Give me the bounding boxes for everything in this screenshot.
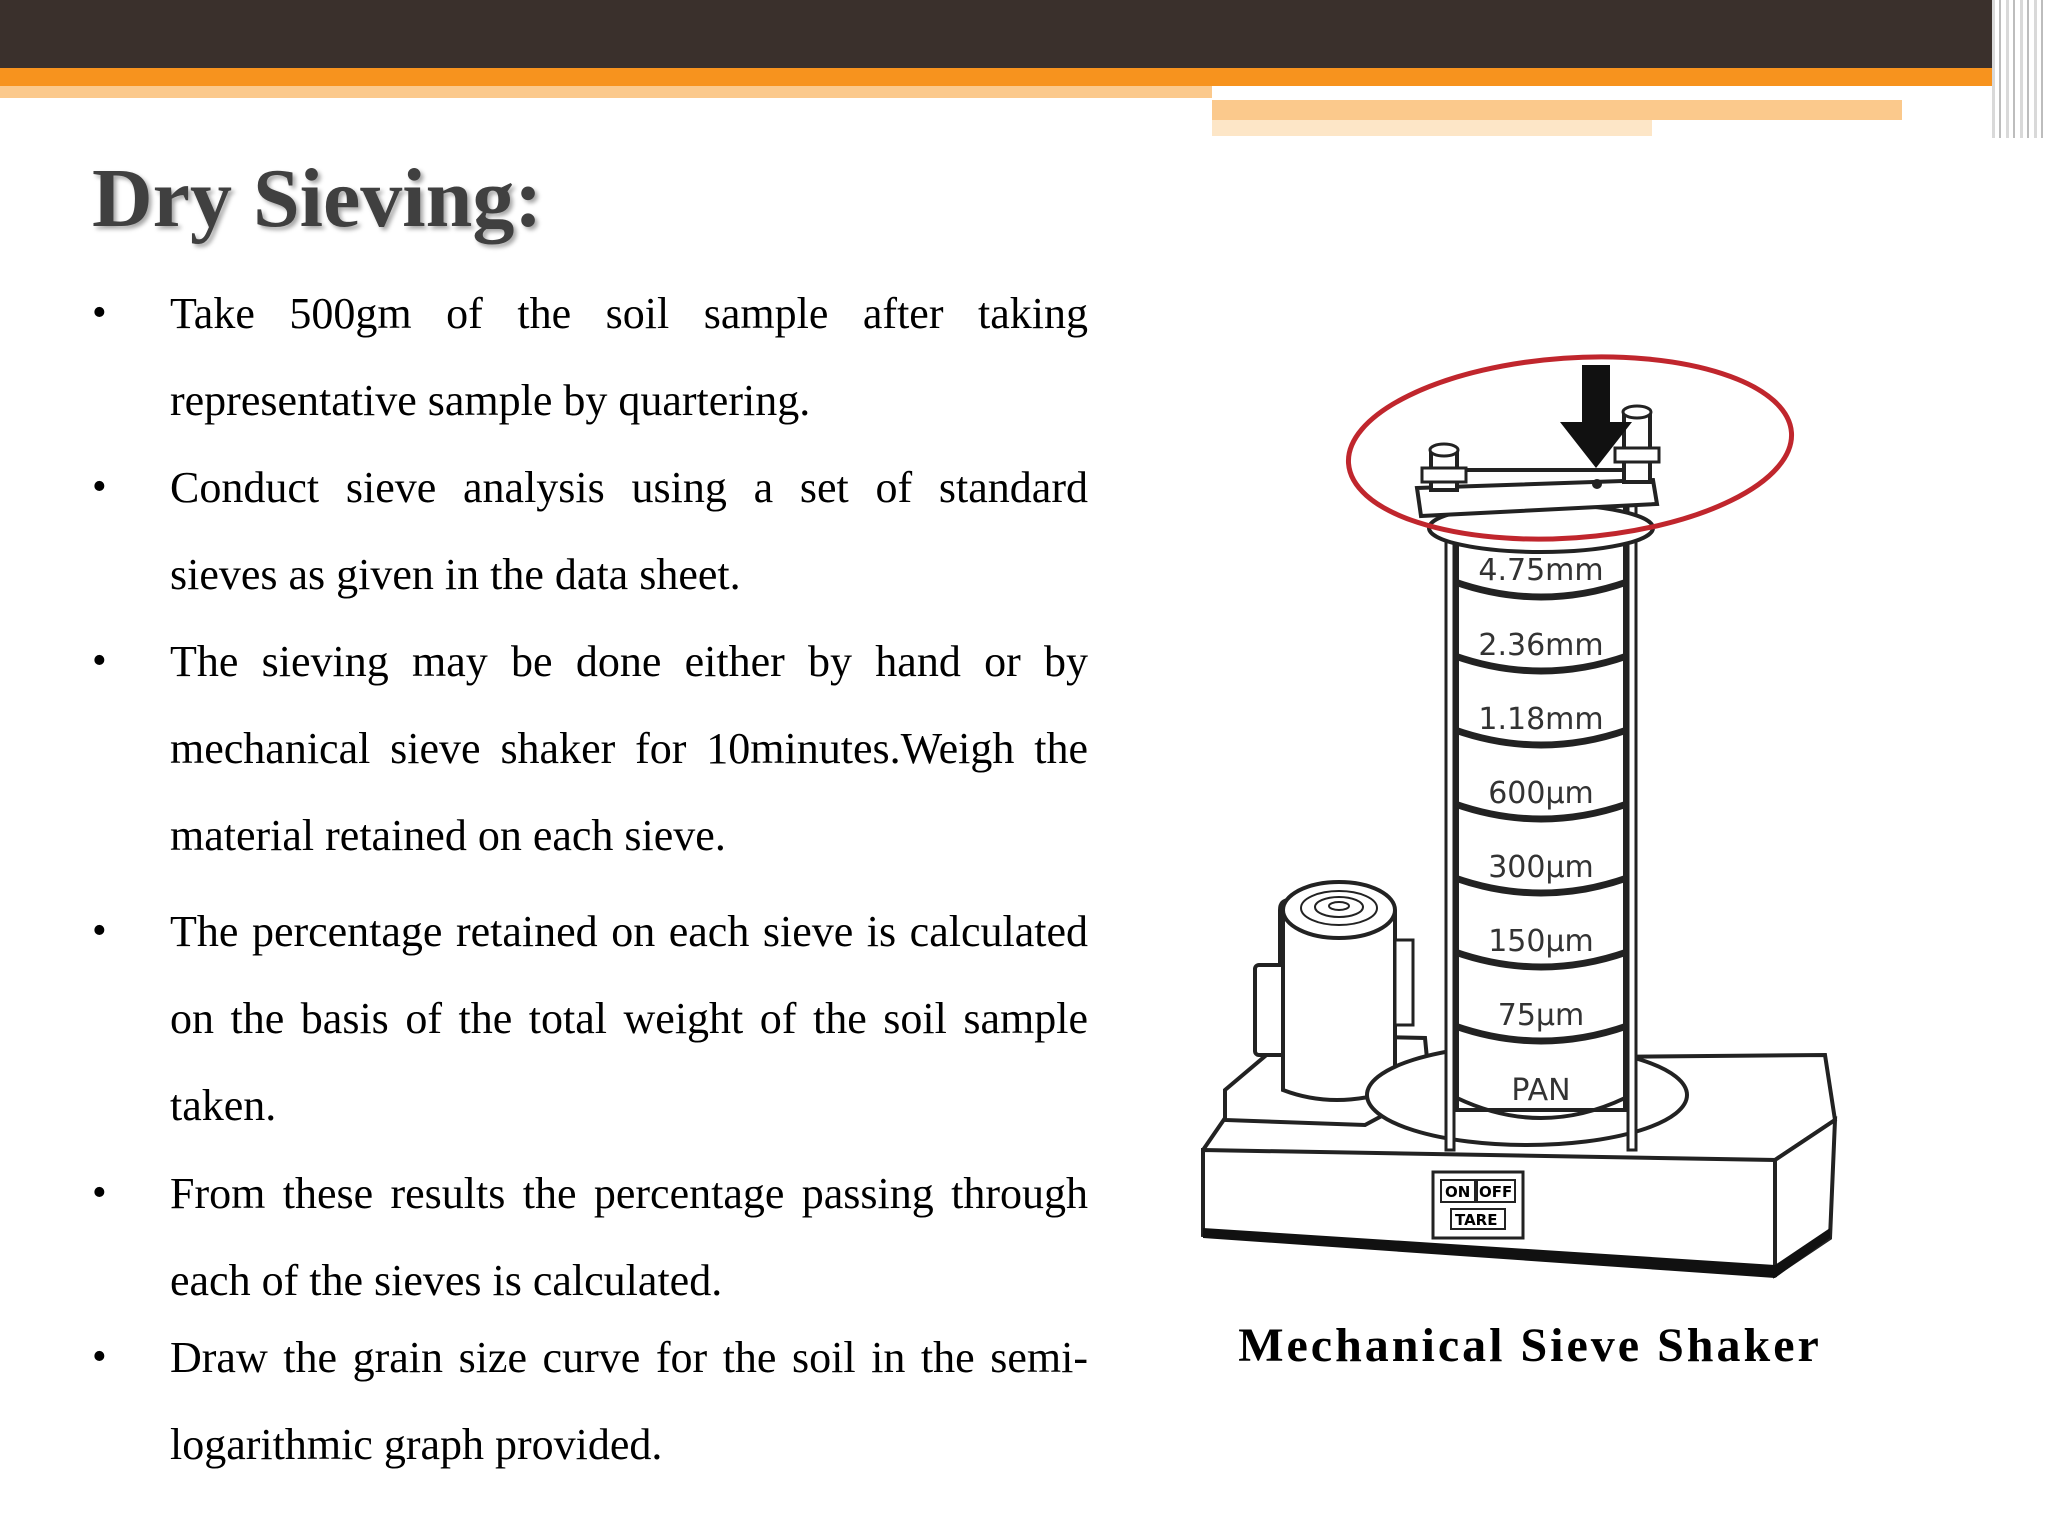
bullet-item bbox=[92, 1314, 1092, 1488]
bullet-text: Conduct sieve analysis using a set of standard sieves as given in the data sheet. bbox=[170, 463, 1088, 599]
bullet-text: From these results the percentage passing through each of the sieves is calculated. bbox=[170, 1169, 1088, 1305]
bullet-dot: • bbox=[92, 1334, 107, 1380]
orange-light-bar bbox=[0, 86, 1212, 98]
sieve-label: 600μm bbox=[1488, 776, 1594, 811]
corner-stripes bbox=[1992, 0, 2048, 138]
figure-caption: Mechanical Sieve Shaker bbox=[1238, 1319, 1822, 1372]
bullet-dot: • bbox=[92, 908, 107, 954]
bullet-text: Take 500gm of the soil sample after taking representative sample by quartering. bbox=[170, 289, 1088, 425]
sieve-shaker-illustration bbox=[1185, 320, 1850, 1280]
bullet-item bbox=[92, 618, 1092, 879]
sieve-stack bbox=[1455, 470, 1627, 1118]
bullet-dot: • bbox=[92, 1170, 107, 1216]
sieve-label: PAN bbox=[1511, 1073, 1571, 1108]
switch-tare-label: TARE bbox=[1455, 1211, 1498, 1229]
bullet-item bbox=[92, 444, 1092, 618]
bullet-text: The sieving may be done either by hand or by mechanical sieve shaker for 10minutes.Weigh the material retained on each sieve. bbox=[170, 637, 1088, 860]
sieve-label: 1.18mm bbox=[1478, 702, 1604, 737]
switch-on-label: ON bbox=[1445, 1183, 1471, 1201]
bullet-item bbox=[92, 888, 1092, 1149]
switch-off-label: OFF bbox=[1479, 1183, 1513, 1201]
bullet-dot: • bbox=[92, 638, 107, 684]
bullet-text: The percentage retained on each sieve is calculated on the basis of the total weight of the soil sample taken. bbox=[170, 907, 1088, 1130]
sieve-label: 300μm bbox=[1488, 850, 1594, 885]
sieve-label: 4.75mm bbox=[1478, 553, 1604, 588]
orange-faint-bar-right bbox=[1212, 120, 1652, 136]
slide-title: Dry Sieving: bbox=[92, 152, 543, 245]
orange-accent-bar bbox=[0, 68, 2048, 86]
orange-light-bar-right bbox=[1212, 100, 1902, 120]
bullet-dot: • bbox=[92, 464, 107, 510]
switch-panel bbox=[1433, 1172, 1523, 1238]
bullet-text: Draw the grain size curve for the soil in the semi- logarithmic graph provided. bbox=[170, 1333, 1088, 1469]
bullet-dot: • bbox=[92, 290, 107, 336]
sieve-label: 150μm bbox=[1488, 924, 1594, 959]
top-dark-bar bbox=[0, 0, 2048, 68]
bullet-item bbox=[92, 270, 1092, 444]
sieve-label: 75μm bbox=[1497, 998, 1585, 1033]
sieve-label: 2.36mm bbox=[1478, 628, 1604, 663]
bullet-item bbox=[92, 1150, 1092, 1324]
